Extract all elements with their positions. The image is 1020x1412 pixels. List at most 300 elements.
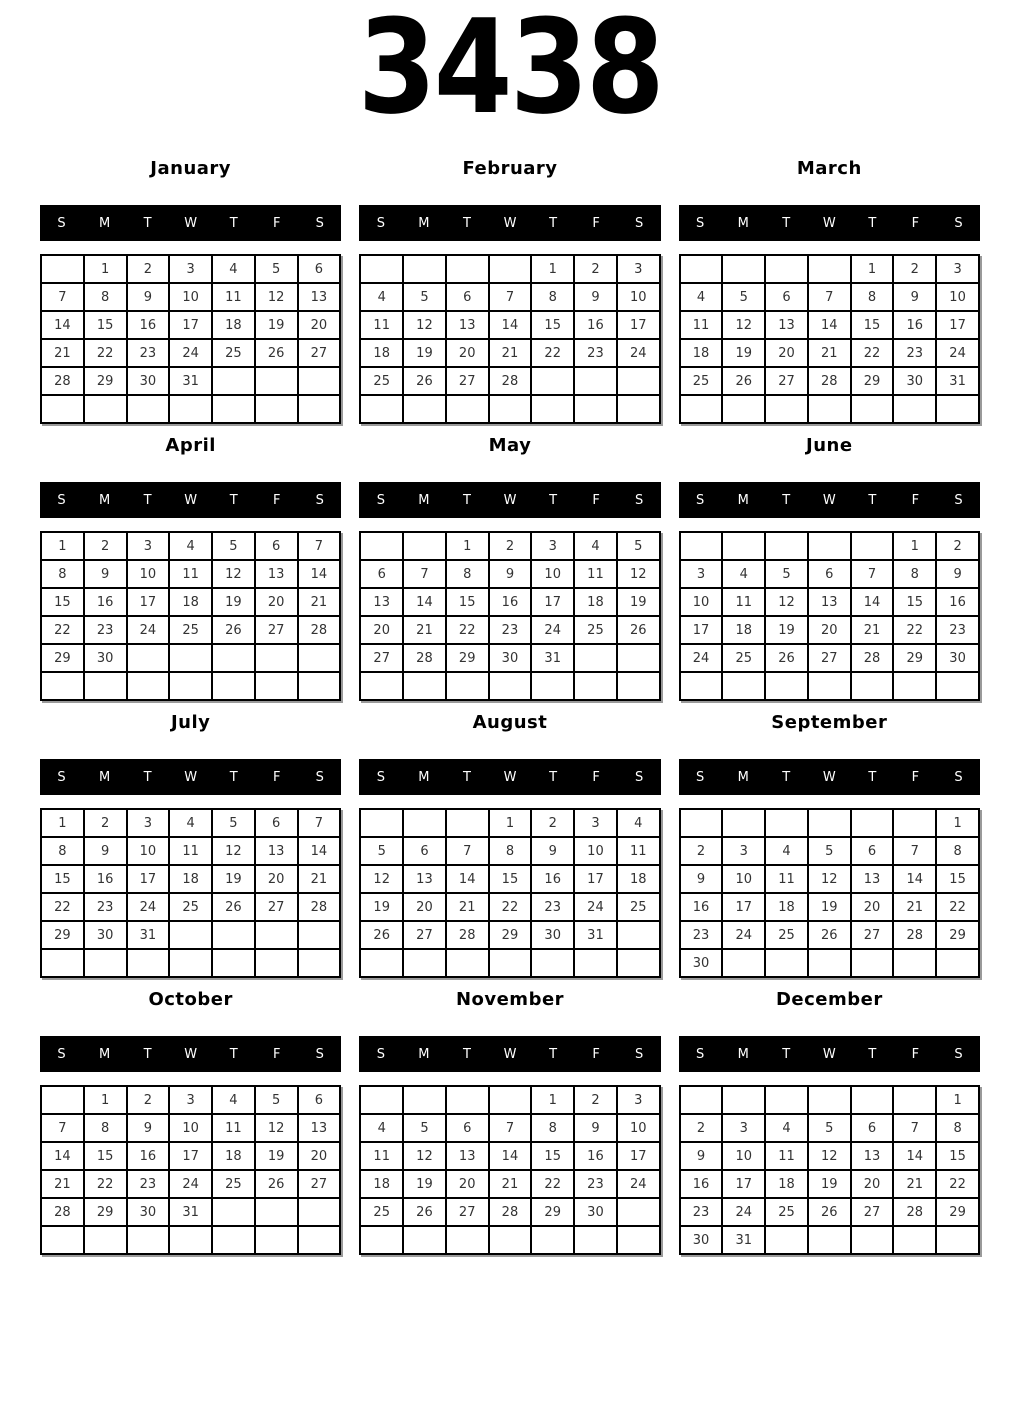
day-cell: 10 [127, 560, 170, 588]
week-row [680, 644, 979, 672]
empty-day-cell [212, 921, 255, 949]
week-row [41, 921, 340, 949]
day-cell: 16 [127, 1142, 170, 1170]
empty-day-cell [403, 395, 446, 423]
week-row [360, 1114, 659, 1142]
week-row [360, 255, 659, 283]
day-cell: 5 [255, 1086, 298, 1114]
week-row [680, 949, 979, 977]
empty-day-cell [212, 644, 255, 672]
empty-day-cell [722, 809, 765, 837]
day-cell: 24 [680, 644, 723, 672]
day-cell: 12 [403, 311, 446, 339]
month-grid [359, 531, 660, 701]
day-cell: 26 [360, 921, 403, 949]
month-title: May [488, 435, 532, 456]
week-row [680, 1226, 979, 1254]
day-cell: 15 [936, 1142, 979, 1170]
day-cell: 24 [169, 1170, 212, 1198]
day-cell: 13 [446, 1142, 489, 1170]
day-cell: 9 [574, 283, 617, 311]
weekday-label: M [418, 1046, 430, 1062]
weekday-header-bar [40, 759, 341, 795]
day-cell: 24 [936, 339, 979, 367]
empty-day-cell [531, 395, 574, 423]
empty-day-cell [893, 672, 936, 700]
empty-day-cell [360, 809, 403, 837]
empty-day-cell [808, 809, 851, 837]
weekday-label: S [635, 769, 644, 785]
weekday-label: M [98, 1046, 111, 1062]
day-cell: 1 [84, 1086, 127, 1114]
week-row [360, 1226, 659, 1254]
weekday-label: S [376, 492, 385, 508]
day-cell: 1 [936, 1086, 979, 1114]
day-cell: 13 [298, 283, 341, 311]
day-cell: 27 [851, 1198, 894, 1226]
empty-day-cell [936, 949, 979, 977]
weekday-label: T [782, 769, 791, 785]
day-cell: 2 [680, 837, 723, 865]
day-cell: 14 [446, 865, 489, 893]
weekday-header-bar [359, 205, 660, 241]
empty-day-cell [127, 1226, 170, 1254]
day-cell: 1 [489, 809, 532, 837]
weekday-label: S [376, 1046, 385, 1062]
day-cell: 13 [255, 837, 298, 865]
weekday-label: W [503, 215, 517, 231]
day-cell: 24 [617, 1170, 660, 1198]
month-grid [679, 1085, 980, 1255]
empty-day-cell [893, 809, 936, 837]
day-cell: 21 [298, 588, 341, 616]
empty-day-cell [446, 949, 489, 977]
week-row [680, 367, 979, 395]
empty-day-cell [808, 1226, 851, 1254]
day-cell: 9 [531, 837, 574, 865]
weekday-label: W [822, 215, 836, 231]
empty-day-cell [255, 1198, 298, 1226]
day-cell: 15 [41, 588, 84, 616]
week-row [680, 809, 979, 837]
week-row [41, 395, 340, 423]
day-cell: 25 [212, 339, 255, 367]
day-cell: 22 [41, 616, 84, 644]
day-cell: 8 [446, 560, 489, 588]
weekday-header-bar [359, 759, 660, 795]
empty-day-cell [169, 395, 212, 423]
weekday-label: F [273, 1046, 281, 1062]
weekday-label: T [868, 769, 877, 785]
month-june [679, 435, 980, 701]
empty-day-cell [298, 949, 341, 977]
empty-day-cell [212, 672, 255, 700]
month-october [40, 989, 341, 1255]
week-row [680, 395, 979, 423]
empty-day-cell [808, 255, 851, 283]
empty-day-cell [489, 395, 532, 423]
day-cell: 2 [680, 1114, 723, 1142]
day-cell: 11 [360, 1142, 403, 1170]
empty-day-cell [489, 672, 532, 700]
day-cell: 2 [127, 255, 170, 283]
empty-day-cell [936, 672, 979, 700]
day-cell: 31 [169, 1198, 212, 1226]
week-row [680, 1142, 979, 1170]
week-row [360, 367, 659, 395]
weekday-label: S [696, 1046, 705, 1062]
day-cell: 16 [84, 865, 127, 893]
day-cell: 3 [617, 255, 660, 283]
day-cell: 25 [574, 616, 617, 644]
day-cell: 23 [574, 339, 617, 367]
empty-day-cell [765, 395, 808, 423]
day-cell: 7 [851, 560, 894, 588]
month-august [359, 712, 660, 978]
day-cell: 26 [403, 1198, 446, 1226]
day-cell: 29 [41, 921, 84, 949]
day-cell: 20 [851, 1170, 894, 1198]
weekday-label: M [418, 769, 430, 785]
empty-day-cell [765, 1226, 808, 1254]
day-cell: 7 [893, 1114, 936, 1142]
weekday-label: T [229, 492, 238, 508]
day-cell: 16 [680, 893, 723, 921]
day-cell: 10 [722, 1142, 765, 1170]
empty-day-cell [893, 949, 936, 977]
month-grid [359, 254, 660, 424]
day-cell: 8 [936, 837, 979, 865]
day-cell: 21 [489, 339, 532, 367]
week-row [360, 644, 659, 672]
day-cell: 13 [360, 588, 403, 616]
day-cell: 10 [169, 1114, 212, 1142]
empty-day-cell [360, 395, 403, 423]
day-cell: 6 [403, 837, 446, 865]
day-cell: 24 [574, 893, 617, 921]
empty-day-cell [212, 1198, 255, 1226]
week-row [680, 1114, 979, 1142]
day-cell: 6 [808, 560, 851, 588]
week-row [41, 339, 340, 367]
empty-day-cell [765, 255, 808, 283]
day-cell: 30 [936, 644, 979, 672]
day-cell: 8 [851, 283, 894, 311]
week-row [680, 560, 979, 588]
day-cell: 14 [851, 588, 894, 616]
month-title: July [170, 712, 211, 733]
empty-day-cell [617, 672, 660, 700]
day-cell: 14 [893, 1142, 936, 1170]
month-february [359, 158, 660, 424]
day-cell: 14 [489, 1142, 532, 1170]
day-cell: 1 [936, 809, 979, 837]
week-row [680, 921, 979, 949]
day-cell: 11 [212, 283, 255, 311]
day-cell: 3 [574, 809, 617, 837]
empty-day-cell [808, 672, 851, 700]
month-grid [40, 1085, 341, 1255]
day-cell: 30 [574, 1198, 617, 1226]
week-row [41, 1114, 340, 1142]
day-cell: 11 [765, 1142, 808, 1170]
day-cell: 17 [722, 1170, 765, 1198]
weekday-label: W [822, 769, 836, 785]
day-cell: 29 [531, 1198, 574, 1226]
empty-day-cell [893, 1226, 936, 1254]
day-cell: 29 [893, 644, 936, 672]
empty-day-cell [936, 1226, 979, 1254]
day-cell: 30 [531, 921, 574, 949]
empty-day-cell [765, 1086, 808, 1114]
weekday-label: T [782, 1046, 791, 1062]
empty-day-cell [127, 672, 170, 700]
day-cell: 24 [169, 339, 212, 367]
day-cell: 25 [765, 1198, 808, 1226]
day-cell: 12 [617, 560, 660, 588]
empty-day-cell [446, 672, 489, 700]
weekday-label: S [57, 492, 66, 508]
weekday-label: T [462, 1046, 471, 1062]
week-row [360, 395, 659, 423]
empty-day-cell [680, 255, 723, 283]
day-cell: 8 [84, 1114, 127, 1142]
empty-day-cell [446, 809, 489, 837]
day-cell: 27 [360, 644, 403, 672]
empty-day-cell [360, 1086, 403, 1114]
day-cell: 13 [446, 311, 489, 339]
day-cell: 10 [680, 588, 723, 616]
day-cell: 18 [169, 588, 212, 616]
day-cell: 29 [84, 1198, 127, 1226]
day-cell: 26 [722, 367, 765, 395]
day-cell: 26 [765, 644, 808, 672]
day-cell: 16 [574, 311, 617, 339]
day-cell: 26 [403, 367, 446, 395]
day-cell: 1 [531, 255, 574, 283]
month-grid [40, 254, 341, 424]
empty-day-cell [127, 949, 170, 977]
empty-day-cell [531, 1226, 574, 1254]
day-cell: 8 [936, 1114, 979, 1142]
weekday-label: M [98, 769, 111, 785]
weekday-label: M [737, 1046, 749, 1062]
day-cell: 9 [680, 1142, 723, 1170]
weekday-label: M [98, 215, 111, 231]
weekday-label: S [635, 492, 644, 508]
day-cell: 17 [680, 616, 723, 644]
day-cell: 31 [936, 367, 979, 395]
empty-day-cell [851, 672, 894, 700]
day-cell: 7 [298, 532, 341, 560]
day-cell: 23 [893, 339, 936, 367]
empty-day-cell [765, 949, 808, 977]
empty-day-cell [255, 949, 298, 977]
day-cell: 6 [255, 532, 298, 560]
weekday-label: F [911, 1046, 920, 1062]
empty-day-cell [169, 949, 212, 977]
month-september [679, 712, 980, 978]
week-row [41, 311, 340, 339]
empty-day-cell [489, 949, 532, 977]
day-cell: 10 [531, 560, 574, 588]
day-cell: 17 [531, 588, 574, 616]
empty-day-cell [298, 367, 341, 395]
week-row [360, 616, 659, 644]
empty-day-cell [41, 672, 84, 700]
day-cell: 14 [489, 311, 532, 339]
empty-day-cell [680, 672, 723, 700]
day-cell: 29 [936, 1198, 979, 1226]
day-cell: 19 [212, 865, 255, 893]
day-cell: 10 [617, 283, 660, 311]
day-cell: 14 [41, 311, 84, 339]
day-cell: 3 [169, 1086, 212, 1114]
month-grid [679, 531, 980, 701]
day-cell: 8 [531, 1114, 574, 1142]
day-cell: 25 [169, 616, 212, 644]
day-cell: 19 [403, 1170, 446, 1198]
day-cell: 6 [298, 1086, 341, 1114]
empty-day-cell [169, 921, 212, 949]
day-cell: 27 [851, 921, 894, 949]
day-cell: 19 [765, 616, 808, 644]
week-row [41, 1226, 340, 1254]
day-cell: 16 [936, 588, 979, 616]
weekday-label: S [57, 1046, 66, 1062]
day-cell: 19 [617, 588, 660, 616]
day-cell: 7 [298, 809, 341, 837]
day-cell: 25 [169, 893, 212, 921]
day-cell: 26 [808, 921, 851, 949]
day-cell: 29 [84, 367, 127, 395]
empty-day-cell [446, 1086, 489, 1114]
day-cell: 3 [531, 532, 574, 560]
day-cell: 10 [617, 1114, 660, 1142]
weekday-label: T [143, 769, 152, 785]
empty-day-cell [41, 949, 84, 977]
weekday-label: S [954, 215, 963, 231]
weekday-header-bar [359, 482, 660, 518]
months-grid [40, 158, 980, 1255]
week-row [680, 616, 979, 644]
day-cell: 15 [936, 865, 979, 893]
day-cell: 18 [212, 311, 255, 339]
month-title: April [165, 435, 216, 456]
empty-day-cell [403, 809, 446, 837]
empty-day-cell [41, 1226, 84, 1254]
day-cell: 22 [851, 339, 894, 367]
day-cell: 21 [41, 1170, 84, 1198]
day-cell: 27 [255, 616, 298, 644]
day-cell: 21 [403, 616, 446, 644]
day-cell: 25 [212, 1170, 255, 1198]
week-row [360, 1086, 659, 1114]
empty-day-cell [574, 395, 617, 423]
empty-day-cell [212, 367, 255, 395]
empty-day-cell [84, 672, 127, 700]
weekday-label: S [315, 1046, 324, 1062]
weekday-label: M [418, 215, 430, 231]
empty-day-cell [212, 395, 255, 423]
day-cell: 20 [255, 865, 298, 893]
day-cell: 30 [680, 1226, 723, 1254]
day-cell: 23 [680, 921, 723, 949]
week-row [360, 809, 659, 837]
empty-day-cell [255, 921, 298, 949]
day-cell: 24 [531, 616, 574, 644]
day-cell: 18 [212, 1142, 255, 1170]
weekday-label: S [696, 215, 705, 231]
day-cell: 21 [893, 893, 936, 921]
empty-day-cell [84, 395, 127, 423]
day-cell: 11 [169, 837, 212, 865]
day-cell: 25 [360, 1198, 403, 1226]
day-cell: 4 [360, 1114, 403, 1142]
month-title: October [148, 989, 233, 1010]
empty-day-cell [765, 532, 808, 560]
day-cell: 22 [84, 1170, 127, 1198]
month-title: January [150, 158, 232, 179]
week-row [360, 560, 659, 588]
day-cell: 4 [765, 1114, 808, 1142]
empty-day-cell [574, 1226, 617, 1254]
month-grid [40, 808, 341, 978]
empty-day-cell [446, 1226, 489, 1254]
day-cell: 11 [722, 588, 765, 616]
weekday-label: T [549, 1046, 558, 1062]
day-cell: 20 [298, 1142, 341, 1170]
day-cell: 18 [680, 339, 723, 367]
day-cell: 13 [255, 560, 298, 588]
week-row [41, 588, 340, 616]
empty-day-cell [360, 532, 403, 560]
weekday-label: W [184, 215, 198, 231]
weekday-label: W [184, 492, 198, 508]
day-cell: 8 [41, 560, 84, 588]
day-cell: 12 [360, 865, 403, 893]
week-row [680, 837, 979, 865]
empty-day-cell [41, 255, 84, 283]
day-cell: 22 [936, 893, 979, 921]
month-grid [679, 808, 980, 978]
day-cell: 12 [722, 311, 765, 339]
day-cell: 26 [212, 616, 255, 644]
day-cell: 1 [84, 255, 127, 283]
day-cell: 17 [127, 588, 170, 616]
empty-day-cell [893, 1086, 936, 1114]
day-cell: 5 [212, 809, 255, 837]
day-cell: 4 [680, 283, 723, 311]
empty-day-cell [936, 395, 979, 423]
day-cell: 19 [255, 311, 298, 339]
weekday-label: S [57, 769, 66, 785]
day-cell: 3 [722, 1114, 765, 1142]
day-cell: 25 [360, 367, 403, 395]
weekday-label: T [143, 492, 152, 508]
day-cell: 21 [489, 1170, 532, 1198]
day-cell: 5 [765, 560, 808, 588]
day-cell: 31 [574, 921, 617, 949]
month-december [679, 989, 980, 1255]
empty-day-cell [722, 255, 765, 283]
week-row [41, 949, 340, 977]
day-cell: 28 [489, 367, 532, 395]
day-cell: 9 [893, 283, 936, 311]
day-cell: 18 [617, 865, 660, 893]
day-cell: 18 [765, 893, 808, 921]
weekday-label: M [737, 492, 749, 508]
